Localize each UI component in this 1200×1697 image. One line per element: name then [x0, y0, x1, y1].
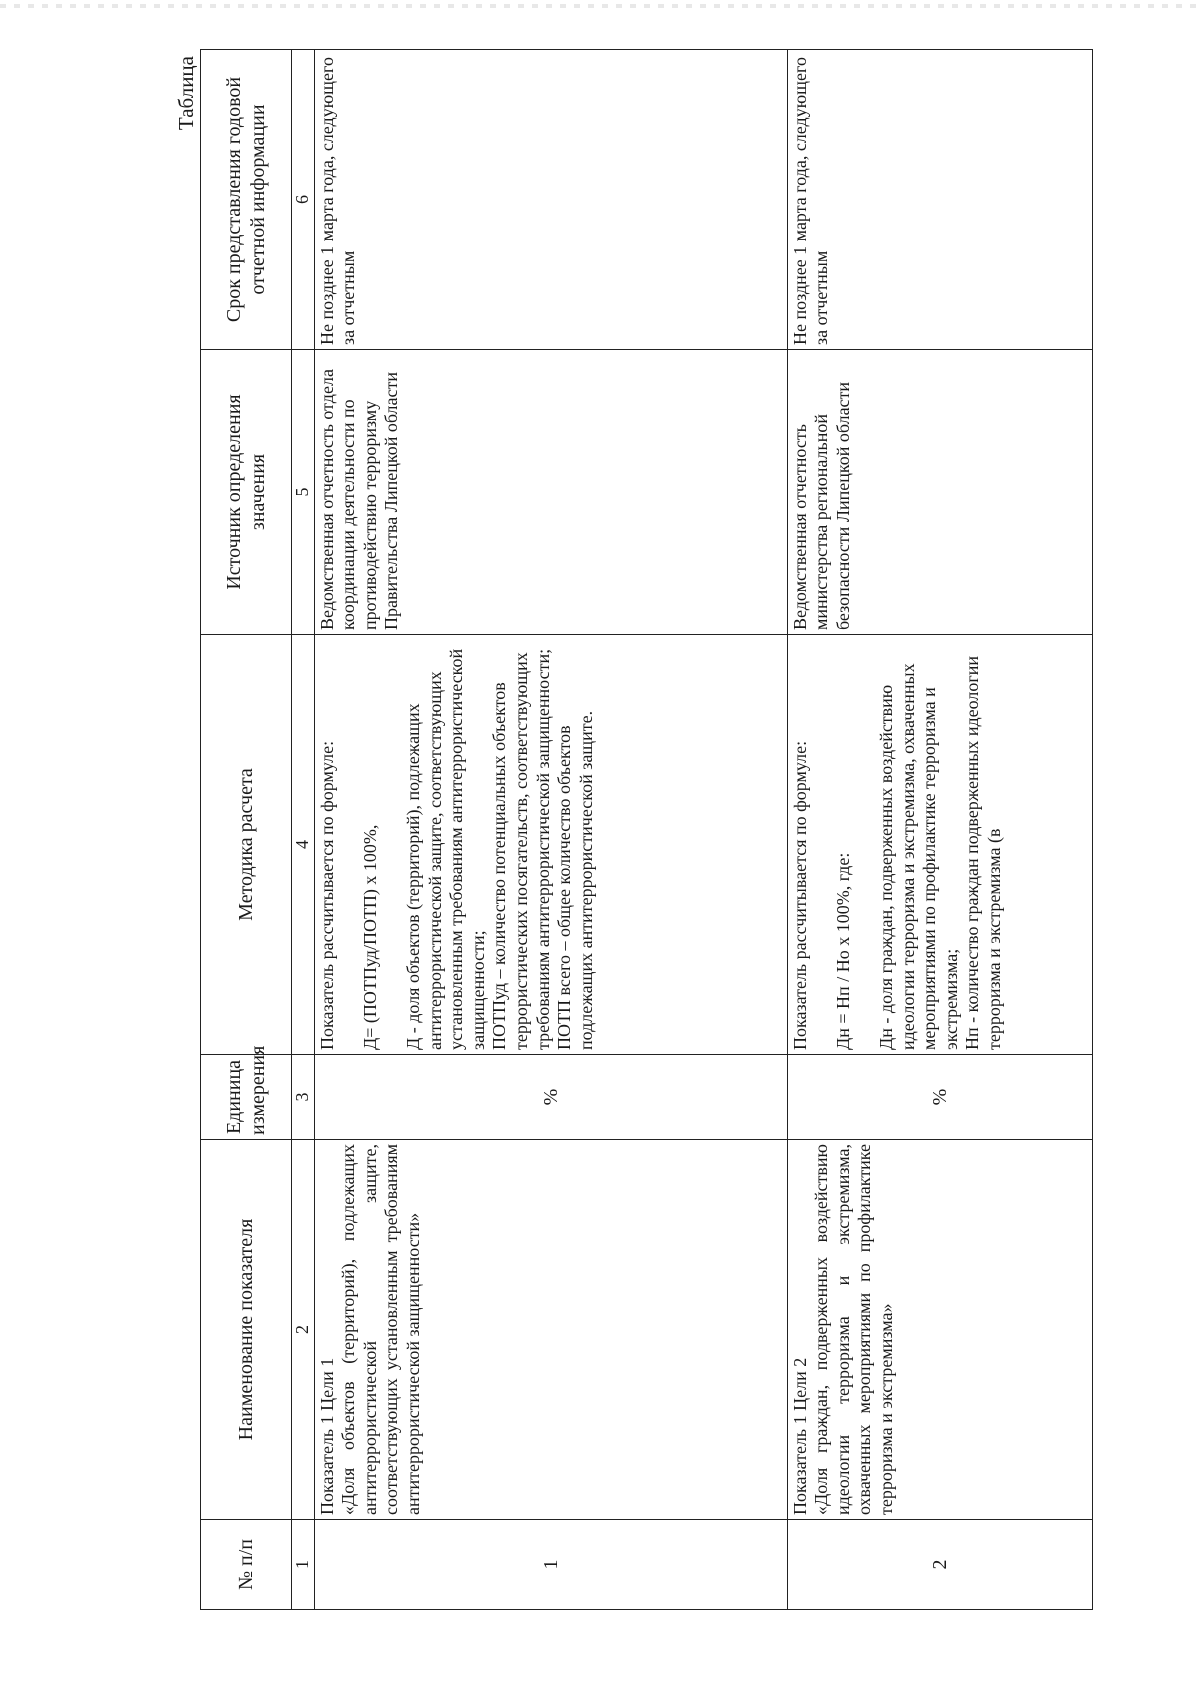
column-number: 4	[292, 635, 315, 1055]
header-row	[201, 50, 292, 1610]
column-number: 5	[292, 350, 315, 635]
indicator-title: Показатель 1 Цели 1	[316, 1357, 337, 1515]
indicator-name-cell	[787, 1140, 1092, 1520]
row-number: 2	[787, 1520, 1092, 1610]
column-number-row	[292, 50, 315, 1610]
method-cell: Показатель рассчитывается по формуле: Дн = Нп / Но х 100%, где: Дн - доля граждан, подверженных воздействию идеологии терроризма и экстремизма, охваченных мероприятиями по профилактике терроризма и экстремизма; Нп - количество граждан подверженных идеологии терроризма и экстремизма (в	[787, 635, 1092, 1055]
table-row	[314, 50, 787, 1610]
header-name: Наименование показателя	[201, 1140, 292, 1520]
indicator-description: «Доля объектов (территорий), подлежащих антитеррористической защите, соответствующих установленным требованиям антитеррористической защищенности»	[338, 1144, 423, 1515]
column-number: 3	[292, 1055, 315, 1140]
header-source: Источник определения значения	[201, 350, 292, 635]
indicator-title: Показатель 1 Цели 2	[789, 1357, 810, 1515]
unit-cell: %	[787, 1055, 1092, 1140]
unit-cell: %	[314, 1055, 787, 1140]
source-cell: Ведомственная отчетность министерства региональной безопасности Липецкой области	[787, 350, 1092, 635]
source-cell: Ведомственная отчетность отдела координации деятельности по противодействию терроризму Правительства Липецкой области	[314, 350, 787, 635]
header-deadline: Срок представления годовой отчетной информации	[201, 50, 292, 350]
indicator-description: «Доля граждан, подверженных воздействию идеологии терроризма и экстремизма, охваченных мероприятиями по профилактике терроризма и экстремизма»	[811, 1144, 896, 1515]
column-number: 1	[292, 1520, 315, 1610]
column-number: 6	[292, 50, 315, 350]
row-number: 1	[314, 1520, 787, 1610]
rotated-table-container	[174, 50, 1200, 1610]
table-caption: Таблица	[174, 56, 198, 131]
deadline-cell: Не позднее 1 марта года, следующего за отчетным	[787, 50, 1092, 350]
method-cell: Показатель рассчитывается по формуле: Д= (ПОТПуд/ПОТП) х 100%, Д - доля объектов (территорий), подлежащих антитеррористической защите, соответствующих установленным требованиям антитеррористической защищенности; ПОТПуд – количество потенциальных объектов террористических посягательств, соответствующих требованиям антитеррористической защищенности; ПОТП всего – общее количество объектов подлежащих антитеррористической защите.	[314, 635, 787, 1055]
header-num: № п/п	[201, 1520, 292, 1610]
table-row	[787, 50, 1092, 1610]
header-method: Методика расчета	[201, 635, 292, 1055]
indicator-name-cell	[314, 1140, 787, 1520]
deadline-cell: Не позднее 1 марта года, следующего за отчетным	[314, 50, 787, 350]
header-unit: Единица измерения	[201, 1055, 292, 1140]
indicators-table	[200, 49, 1093, 1610]
scan-artifact-line	[0, 4, 1200, 8]
column-number: 2	[292, 1140, 315, 1520]
